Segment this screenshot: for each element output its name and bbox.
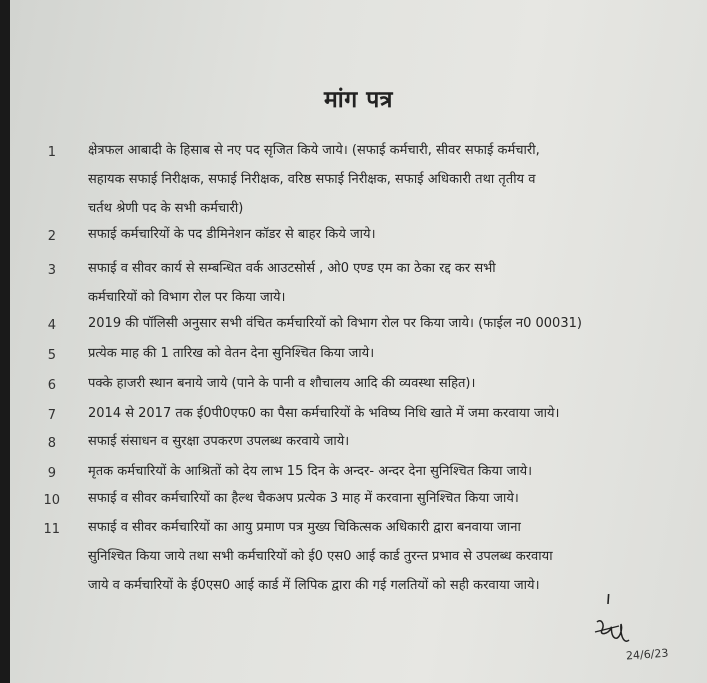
item-number: 9 [47,466,56,481]
item-number: 1 [47,145,56,160]
item-number: 2 [47,229,56,244]
item-text-line: सफाई संसाधन व सुरक्षा उपकरण उपलब्ध करवाये जाये। [88,434,350,449]
document-page [10,0,707,683]
item-text-line: सफाई व सीवर कर्मचारियों का आयु प्रमाण पत्र मुख्य चिकित्सक अधिकारी द्वारा बनवाया जाना [88,520,521,535]
item-text-line: जाये व कर्मचारियों के ई0एस0 आई कार्ड में लिपिक द्वारा की गई गलतियों को सही करवाया जाये। [88,578,540,593]
item-number: 6 [47,378,56,393]
item-text-line: प्रत्येक माह की 1 तारिख को वेतन देना सुनिश्चित किया जाये। [88,346,375,361]
item-text-line: कर्मचारियों को विभाग रोल पर किया जाये। [88,290,286,305]
item-number: 8 [47,436,56,451]
item-text-line: क्षेत्रफल आबादी के हिसाब से नए पद सृजित किये जाये। (सफाई कर्मचारी, सीवर सफाई कर्मचारी, [88,143,540,158]
item-number: 4 [47,318,56,333]
item-text-line: सफाई कर्मचारियों के पद डीमिनेशन कॉडर से बाहर किये जाये। [88,227,376,242]
item-text-line: सहायक सफाई निरीक्षक, सफाई निरीक्षक, वरिष्ठ सफाई निरीक्षक, सफाई अधिकारी तथा तृतीय व [88,172,536,187]
item-number: 5 [47,348,56,363]
item-text-line: सफाई व सीवर कर्मचारियों का हैल्थ चैकअप प्रत्येक 3 माह में करवाना सुनिश्चित किया जाये। [88,491,519,506]
item-text-line: 2019 की पॉलिसी अनुसार सभी वंचित कर्मचारियों को विभाग रोल पर किया जाये। (फाईल न0 00031) [88,316,582,331]
document-title: मांग पत्र [324,87,393,113]
item-number: 3 [47,263,56,278]
item-number: 10 [43,493,60,508]
item-number: 7 [47,408,56,423]
item-text-line: पक्के हाजरी स्थान बनाये जाये (पाने के पानी व शौचालय आदि की व्यवस्था सहित)। [88,376,476,391]
item-text-line: सुनिश्चित किया जाये तथा सभी कर्मचारियों को ई0 एस0 आई कार्ड तुरन्त प्रभाव से उपलब्ध करवाया [88,549,553,564]
signature-date: 24/6/23 [625,646,669,663]
item-text-line: चर्तथ श्रेणी पद के सभी कर्मचारी) [88,201,244,216]
item-text-line: 2014 से 2017 तक ई0पी0एफ0 का पैसा कर्मचारियों के भविष्य निधि खाते में जमा करवाया जाये। [88,406,560,421]
item-text-line: सफाई व सीवर कार्य से सम्बन्धित वर्क आउटसोर्स , ओ0 एण्ड एम का ठेका रद्द कर सभी [88,261,496,276]
item-number: 11 [43,522,60,537]
item-text-line: मृतक कर्मचारियों के आश्रितों को देय लाभ 15 दिन के अन्दर- अन्दर देना सुनिश्चित किया जाये। [88,464,533,479]
